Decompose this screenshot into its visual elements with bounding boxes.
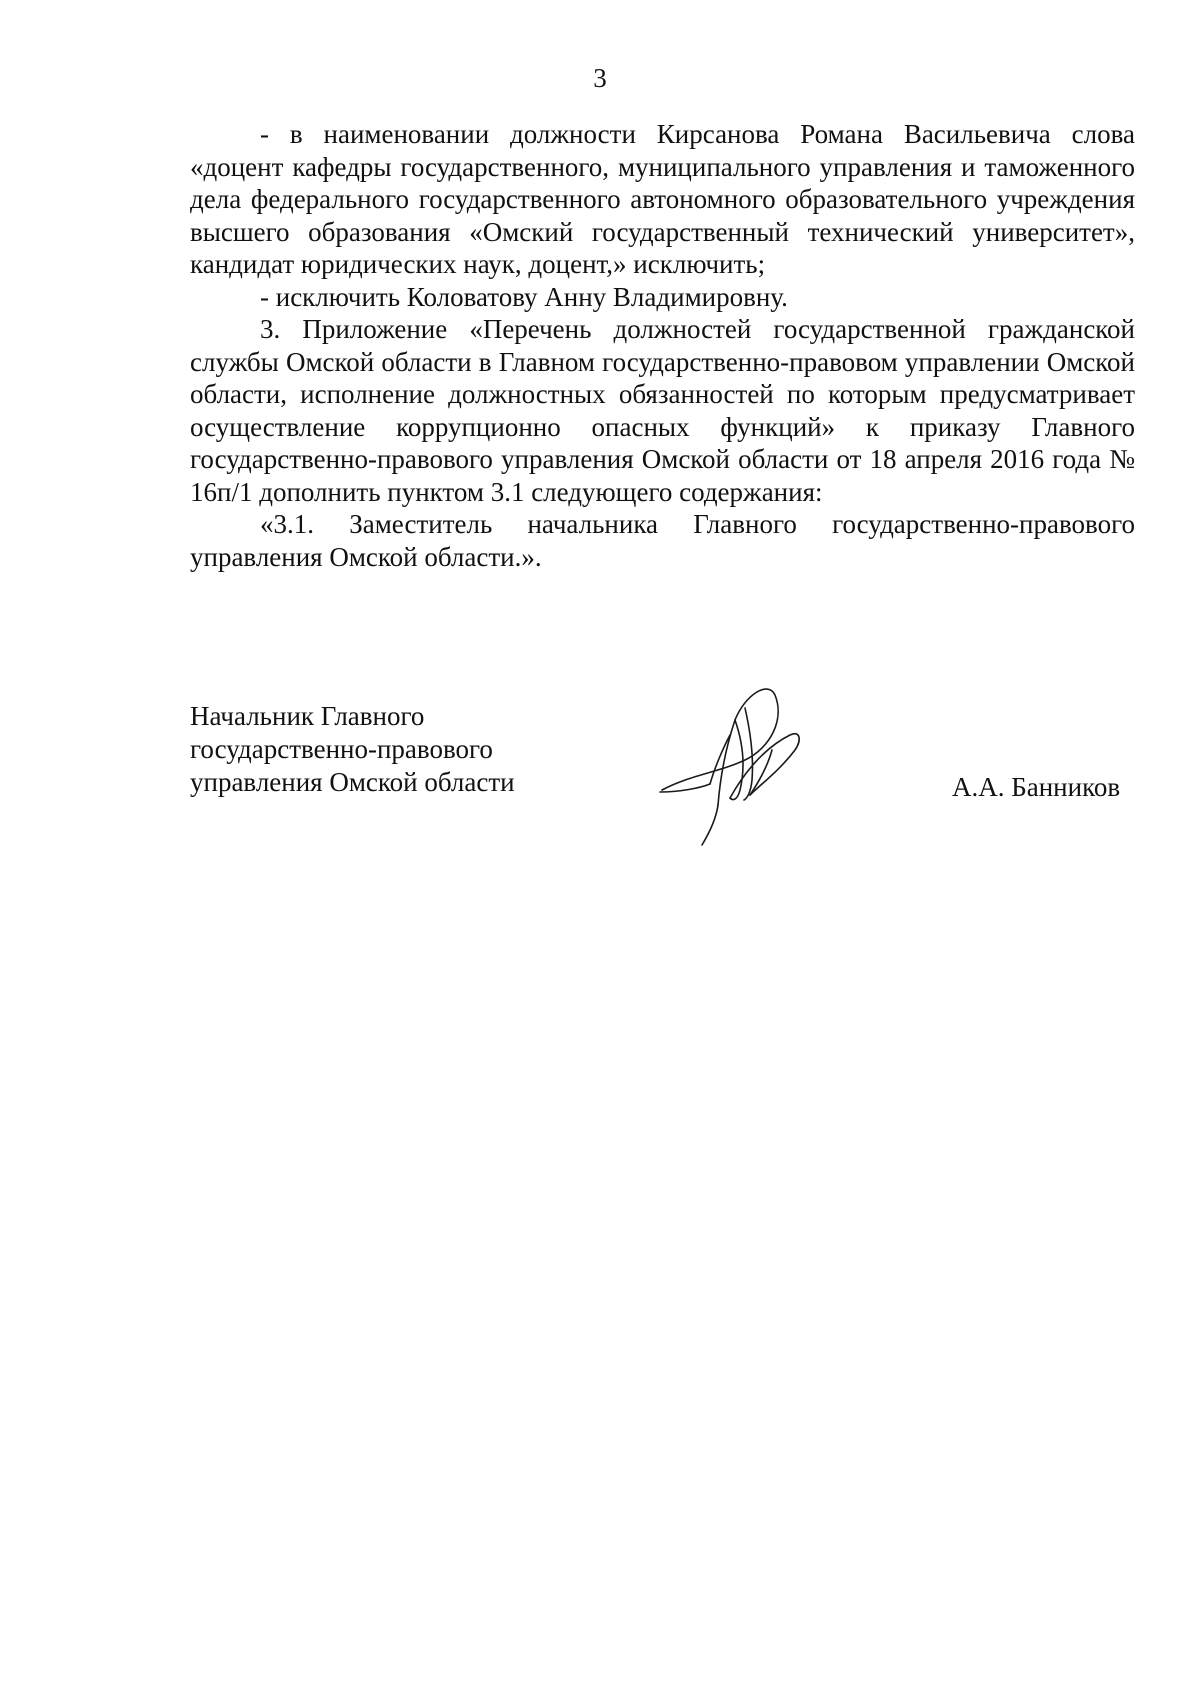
paragraph-amend-position: - в наименовании должности Кирсанова Романа Васильевича слова «доцент кафедры государственного, муниципального управления и таможенного дела федерального государственного автономного образовательного учреждения высшего образования «Омский государственный технический университет», кандидат юридических наук, доцент,» исключить; — [190, 119, 1135, 279]
paragraph-exclude-person: - исключить Коловатову Анну Владимировну. — [260, 281, 788, 312]
paragraph-item-3-1: «3.1. Заместитель начальника Главного государственно-правового управления Омской области.». — [190, 509, 1135, 572]
signatory-name: А.А. Банников — [952, 772, 1121, 802]
signatory-title — [190, 700, 630, 799]
document-body — [190, 118, 1135, 573]
page-number: 3 — [593, 63, 607, 93]
paragraph-item-3: 3. Приложение «Перечень должностей государственной гражданской службы Омской области в Главном государственно-правовом управлении Омской области, исполнение должностных обязанностей по которым предусматривает осуществление коррупционно опасных функций» к приказу Главного государственно-правового управления Омской области от 18 апреля 2016 года № 16п/1 дополнить пунктом 3.1 следующего содержания: — [190, 314, 1135, 507]
signatory-title-line: Начальник Главного — [190, 701, 425, 731]
signatory-title-line: государственно-правового — [190, 734, 493, 764]
handwritten-signature — [650, 680, 810, 850]
signatory-title-line: управления Омской области — [190, 767, 515, 797]
